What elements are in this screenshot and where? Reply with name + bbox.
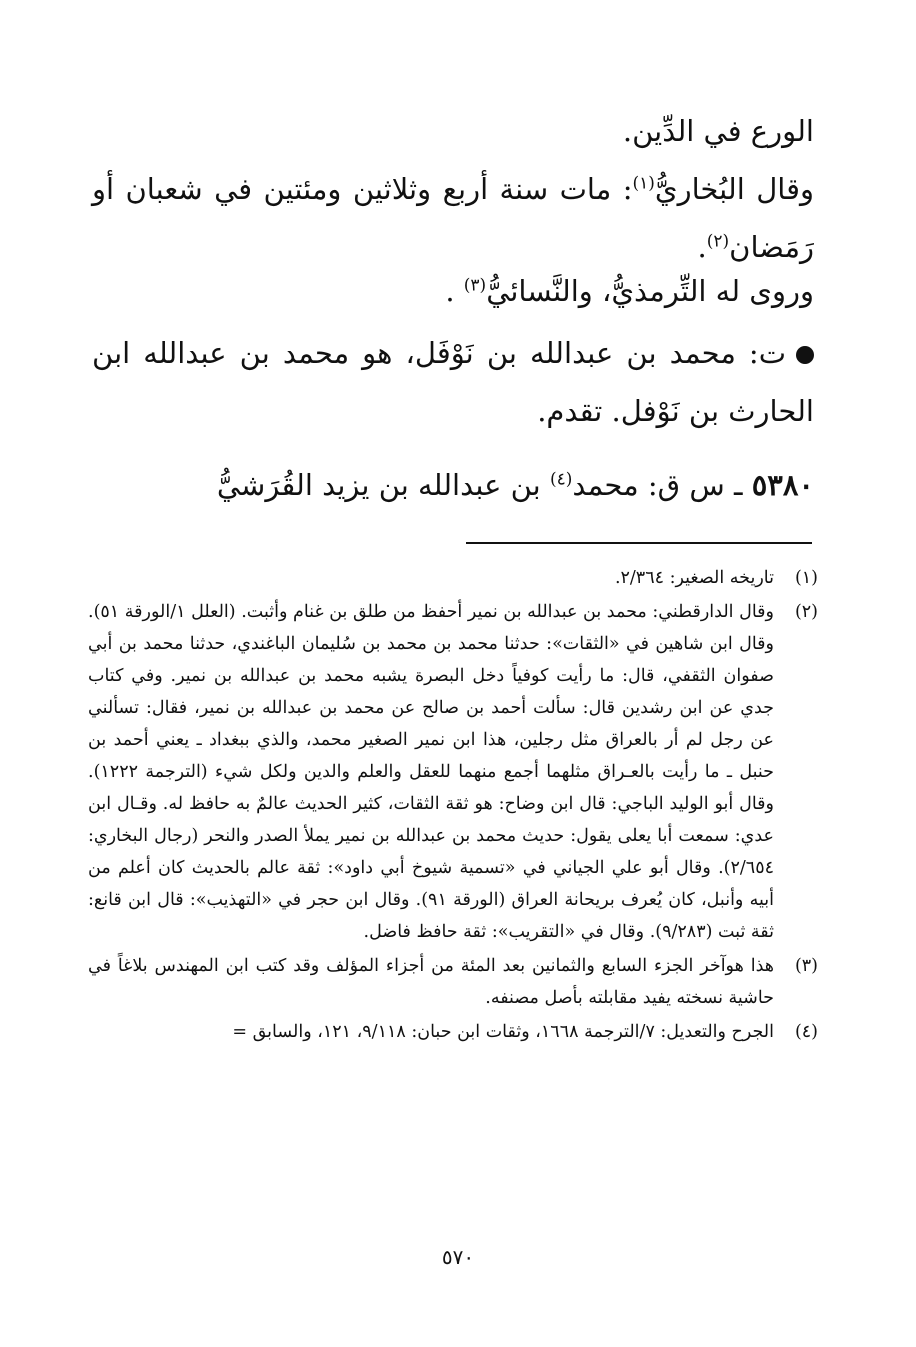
footnote-text: هذا هوآخر الجزء السابع والثمانين بعد المئة من أجزاء المؤلف وقد كتب ابن المهندس بلاغاً في حاشية نسخته يفيد مقابلته بأصل مصنفه. — [88, 956, 774, 1008]
footnote-number: (٤) — [794, 1022, 818, 1042]
cross-reference-text: ت: محمد بن عبدالله بن نَوْفَل، هو محمد بن عبدالله ابن الحارث بن نَوْفل. تقدم. — [92, 336, 814, 428]
footnote-3 — [88, 950, 818, 1014]
footnote-ref-1[interactable]: (١) — [632, 173, 655, 194]
footnote-1 — [88, 562, 818, 594]
entry-heading — [92, 456, 814, 514]
footnote-ref-3[interactable]: (٣) — [463, 275, 487, 296]
footnote-number: (٣) — [794, 956, 818, 976]
footnote-number: (٢) — [794, 602, 818, 622]
footnote-text: الجرح والتعديل: ٧/الترجمة ١٦٦٨، وثقات ابن حبان: ٩/١١٨، ١٢١، والسابق = — [232, 1022, 774, 1042]
footnote-ref-4[interactable]: (٤) — [549, 469, 573, 490]
entry-number: ٥٣٨٠ — [751, 468, 814, 502]
main-paragraph-2 — [92, 160, 814, 276]
bullet-icon — [796, 346, 814, 364]
tirmidhi-text: وروى له التِّرمذيُّ، والنَّسائيُّ — [486, 274, 814, 308]
main-paragraph-4 — [92, 324, 814, 440]
main-line-1: الورع في الدِّين. — [622, 114, 814, 148]
footnotes — [88, 562, 818, 1050]
footnote-number: (١) — [794, 568, 818, 588]
main-paragraph-1 — [92, 102, 814, 160]
page-number: ٥٧٠ — [441, 1245, 475, 1269]
bukhari-rest: : مات سنة أربع وثلاثين ومئتين في شعبان أو رَمَضان — [92, 172, 814, 264]
footnote-ref-2[interactable]: (٢) — [706, 231, 730, 252]
footnote-2 — [88, 596, 818, 948]
footnote-4 — [88, 1016, 818, 1048]
footnote-text: وقال الدارقطني: محمد بن عبدالله بن نمير أحفظ من طلق بن غنام وأثبت. (العلل ١/الورقة ٥١). وقال ابن شاهين في «الثقات»: حدثنا محمد بن محمد بن سُليمان الباغندي، حدثنا محمد بن أبي صفوان الثقفي، قال: ما رأيت كوفياً دخل البصرة يشبه محمد بن عبدالله بن نمير. وفي كتاب جدي عن ابن رشدين قال: سألت أحمد بن صالح عن محمد بن عبدالله بن نمير، فقال: تسألني عن رجل لم أر بالعراق مثل رجلين، هذا ابن نمير الصغير محمد، والذي ببغداد ـ يعني أحمد بن حنبل ـ ما رأيت بالعـراق مثلهما أجمع منهما للعقل والعلم والدين ولكل شيء (الترجمة ١٢٢٢). وقال أبو الوليد الباجي: قال ابن وضاح: هو ثقة الثقات، كثير الحديث عالمٌ به حافظ له. وقـال ابن عدي: سمعت أبا يعلى يقول: حديث محمد بن عبدالله بن نمير يملأ الصدر والنحر (رجال البخاري: ٢/٦٥٤). وقال أبو علي الجياني في «تسمية شيوخ أبي داود»: ثقة عالم بالحديث كان أعلم من أبيه وأنبل، كان يُعرف بريحانة العراق (الورقة ٩١). وقال ابن حجر في «التهذيب»: قال ابن قانع: ثقة ثبت (٩/٢٨٣). وقال في «التقريب»: ثقة حافظ فاضل. — [88, 602, 774, 942]
footnote-separator — [466, 542, 812, 544]
footnote-text: تاريخه الصغير: ٢/٣٦٤. — [614, 568, 774, 588]
main-paragraph-3 — [92, 262, 814, 320]
tirmidhi-end: . — [445, 274, 464, 308]
bukhari-text: وقال البُخاريُّ — [654, 172, 814, 206]
entry-name: بن عبدالله بن يزيد القُرَشيُّ — [216, 468, 550, 502]
entry-code: ـ س ق: محمد — [572, 468, 752, 502]
bukhari-end: . — [697, 230, 707, 264]
